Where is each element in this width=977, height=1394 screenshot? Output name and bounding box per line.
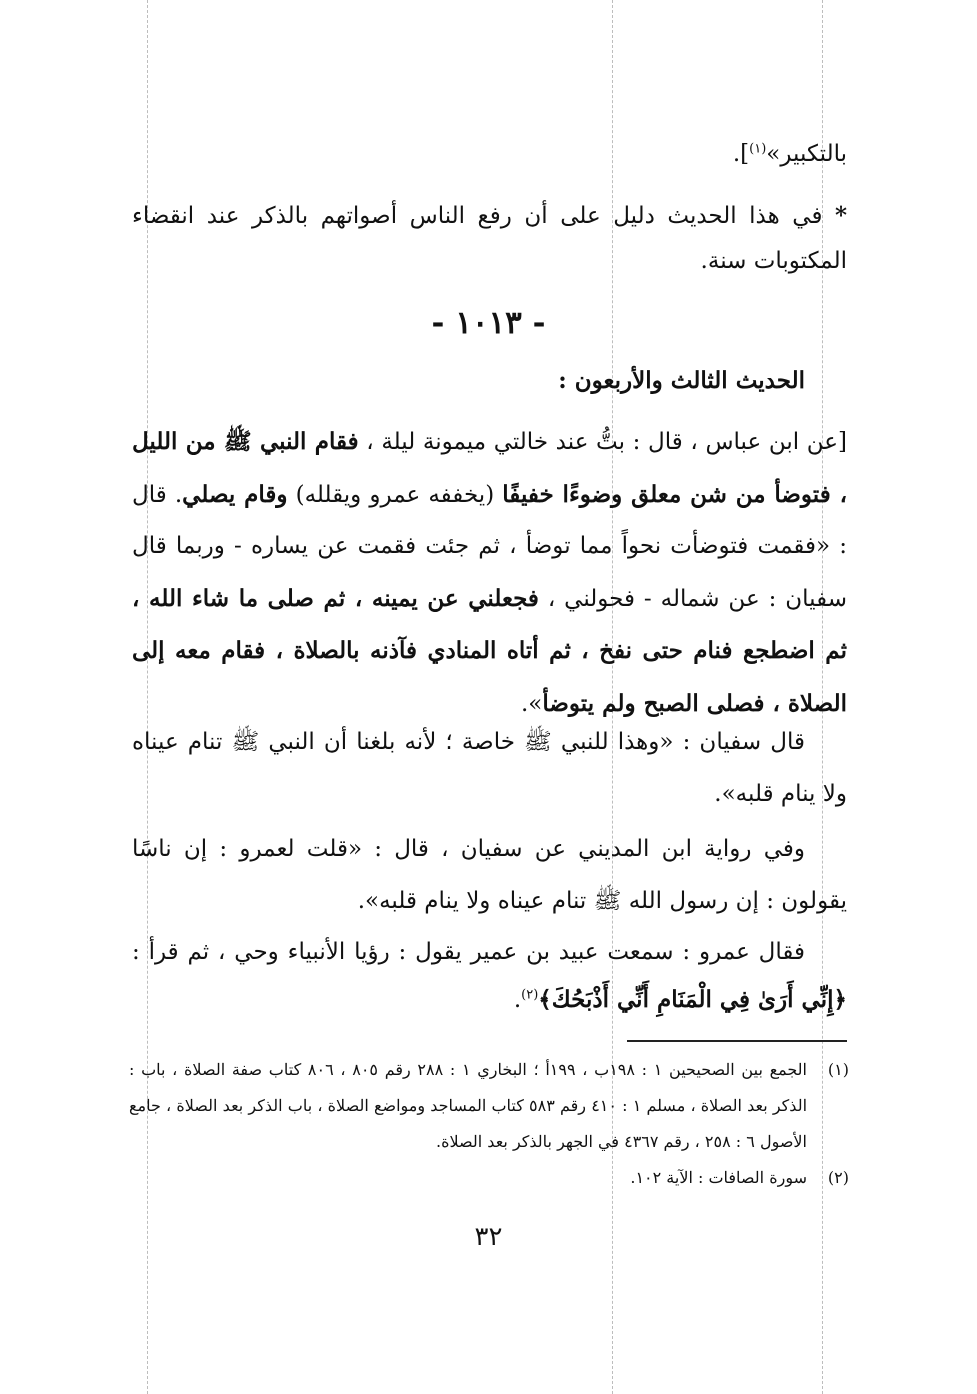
footnote-item (129, 1160, 849, 1196)
main-hadith-paragraph (132, 416, 847, 730)
footnote-text: الجمع بين الصحيحين ١ : ١٩٨ب ، ١٩٩أ ؛ البخاري ١ : ٢٨٨ رقم ٨٠٥ ، ٨٠٦ كتاب صفة الصلاة ، باب : الذكر بعد الصلاة ، مسلم ١ : ٤١٠ رقم ٥٨٣ كتاب المساجد ومواضع الصلاة ، باب الذكر بعد الصلاة ، جامع الأصول ٦ : ٢٥٨ ، رقم ٤٣٦٧ في الجهر بالذكر بعد الصلاة. (129, 1060, 808, 1151)
hadith-text-1: [عن ابن عباس ، قال : بتُّ عند خالتي ميمونة ليلة ، (358, 429, 847, 455)
footnotes (129, 1052, 849, 1196)
section-title: الحديث الثالث والأربعون : (558, 367, 805, 394)
note-text: في هذا الحديث دليل على أن رفع الناس أصواتهم بالذكر عند انقضاء المكتوبات سنة. (132, 203, 847, 274)
footnote-number: (١) (827, 1060, 849, 1079)
amr-tail: . (513, 987, 522, 1013)
hadith-text-7: ». (520, 690, 543, 717)
footnote-text: سورة الصافات : الآية ١٠٢. (630, 1168, 807, 1187)
madini-text: وفي رواية ابن المديني عن سفيان ، قال : «قلت لعمرو : إن ناسًا يقولون : إن رسول الله ﷺ تنام عيناه ولا ينام قلبه». (132, 836, 847, 914)
top-line-text: بالتكبير» (766, 141, 847, 167)
footnote-divider (627, 1040, 847, 1042)
sufyan-paragraph (132, 716, 847, 820)
footnote-ref-2[interactable]: (٢) (521, 987, 539, 1003)
hadith-text-4: وقام يصلي (182, 480, 288, 508)
note-paragraph (132, 193, 847, 284)
amr-text: فقال عمرو : سمعت عبيد بن عمير يقول : رؤيا الأنبياء وحي ، ثم قرأ : (132, 939, 805, 965)
quran-verse: ﴿إِنِّي أَرَىٰ فِي الْمَنَامِ أَنِّي أَذْبَحُكَ﴾ (538, 986, 847, 1013)
footnote-number: (٢) (827, 1168, 849, 1187)
asterisk-marker: * (834, 202, 847, 229)
top-line (132, 132, 847, 177)
hadith-text-5: . قال : «فقمت فتوضأت نحواً مما توضأ ، ثم جئت فقمت عن يساره - وربما قال سفيان : عن شماله - فحولني ، (132, 481, 847, 612)
page-number: ٣٢ (474, 1222, 503, 1252)
footnote-item (129, 1052, 849, 1160)
sufyan-text: قال سفيان : «وهذا للنبي ﷺ خاصة ؛ لأنه بلغنا أن النبي ﷺ تنام عيناه ولا ينام قلبه». (132, 729, 847, 807)
amr-paragraph (132, 928, 847, 1024)
hadith-text-6: فجعلني عن يمينه ، ثم صلى ما شاء الله ، ثم اضطجع فنام حتى نفخ ، ثم أتاه المنادي فآذنه بالصلاة ، فقام معه إلى الصلاة ، فصلى الصبح ولم يتوضأ (132, 584, 847, 717)
section-title-block (132, 358, 847, 403)
hadith-text-2: فقام النبي ﷺ من الليل ، فتوضأ من شن معلق وضوءًا خفيفًا (132, 428, 847, 508)
footnote-ref-1[interactable]: (١) (749, 141, 767, 157)
hadith-text-3: (يخففه عمرو ويقلله) (287, 481, 503, 508)
madini-paragraph (132, 823, 847, 927)
hadith-number: - ١٠١٣ - (431, 305, 546, 341)
top-line-tail: ]. (732, 141, 750, 167)
